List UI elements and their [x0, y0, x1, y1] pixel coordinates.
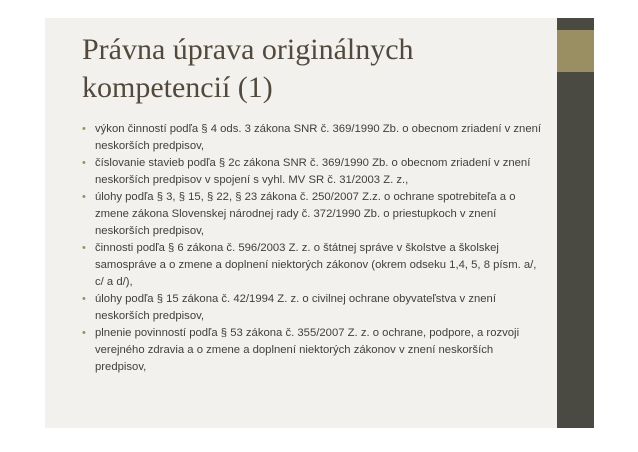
bullet-icon: • — [82, 191, 86, 203]
list-item — [82, 121, 542, 155]
bullet-icon: • — [82, 293, 86, 305]
list-item — [82, 155, 542, 189]
slide-title-line-2: kompetencií (1) — [82, 71, 273, 104]
bullet-icon: • — [82, 123, 86, 135]
bullet-list — [82, 121, 542, 376]
list-item — [82, 189, 542, 240]
list-item — [82, 240, 542, 291]
side-decoration-bar — [557, 18, 594, 428]
bullet-icon: • — [82, 157, 86, 169]
list-item-text: plnenie povinností podľa § 53 zákona č. 355/2007 Z. z. o ochrane, podpore, a rozvoji verejného zdravia a o zmene a doplnení niektorých zákonov v znení neskorších predpisov, — [95, 327, 520, 373]
list-item — [82, 291, 542, 325]
list-item-text: úlohy podľa § 3, § 15, § 22, § 23 zákona č. 250/2007 Z.z. o ochrane spotrebiteľa a o zmene zákona Slovenskej národnej rady č. 372/1990 Zb. o priestupkoch v znení neskorších predpisov, — [95, 191, 516, 237]
list-item-text: výkon činností podľa § 4 ods. 3 zákona SNR č. 369/1990 Zb. o obecnom zriadení v znení neskorších predpisov, — [95, 123, 542, 152]
slide-title — [82, 31, 542, 107]
slide-title-line-1: Právna úprava originálnych — [82, 33, 414, 66]
bullet-icon: • — [82, 327, 86, 339]
bullet-icon: • — [82, 242, 86, 254]
list-item-text: číslovanie stavieb podľa § 2c zákona SNR č. 369/1990 Zb. o obecnom zriadení v znení neskorších predpisov v spojení s vyhl. MV SR č. 31/2003 Z. z., — [95, 157, 531, 186]
side-accent-block — [557, 30, 594, 72]
list-item-text: činnosti podľa § 6 zákona č. 596/2003 Z. z. o štátnej správe v školstve a školskej samospráve a o zmene a doplnení niektorých zákonov (okrem odseku 1,4, 5, 8 písm. a/, c/ a d/), — [95, 242, 537, 288]
list-item — [82, 325, 542, 376]
list-item-text: úlohy podľa § 15 zákona č. 42/1994 Z. z. o civilnej ochrane obyvateľstva v znení neskorších predpisov, — [95, 293, 496, 322]
